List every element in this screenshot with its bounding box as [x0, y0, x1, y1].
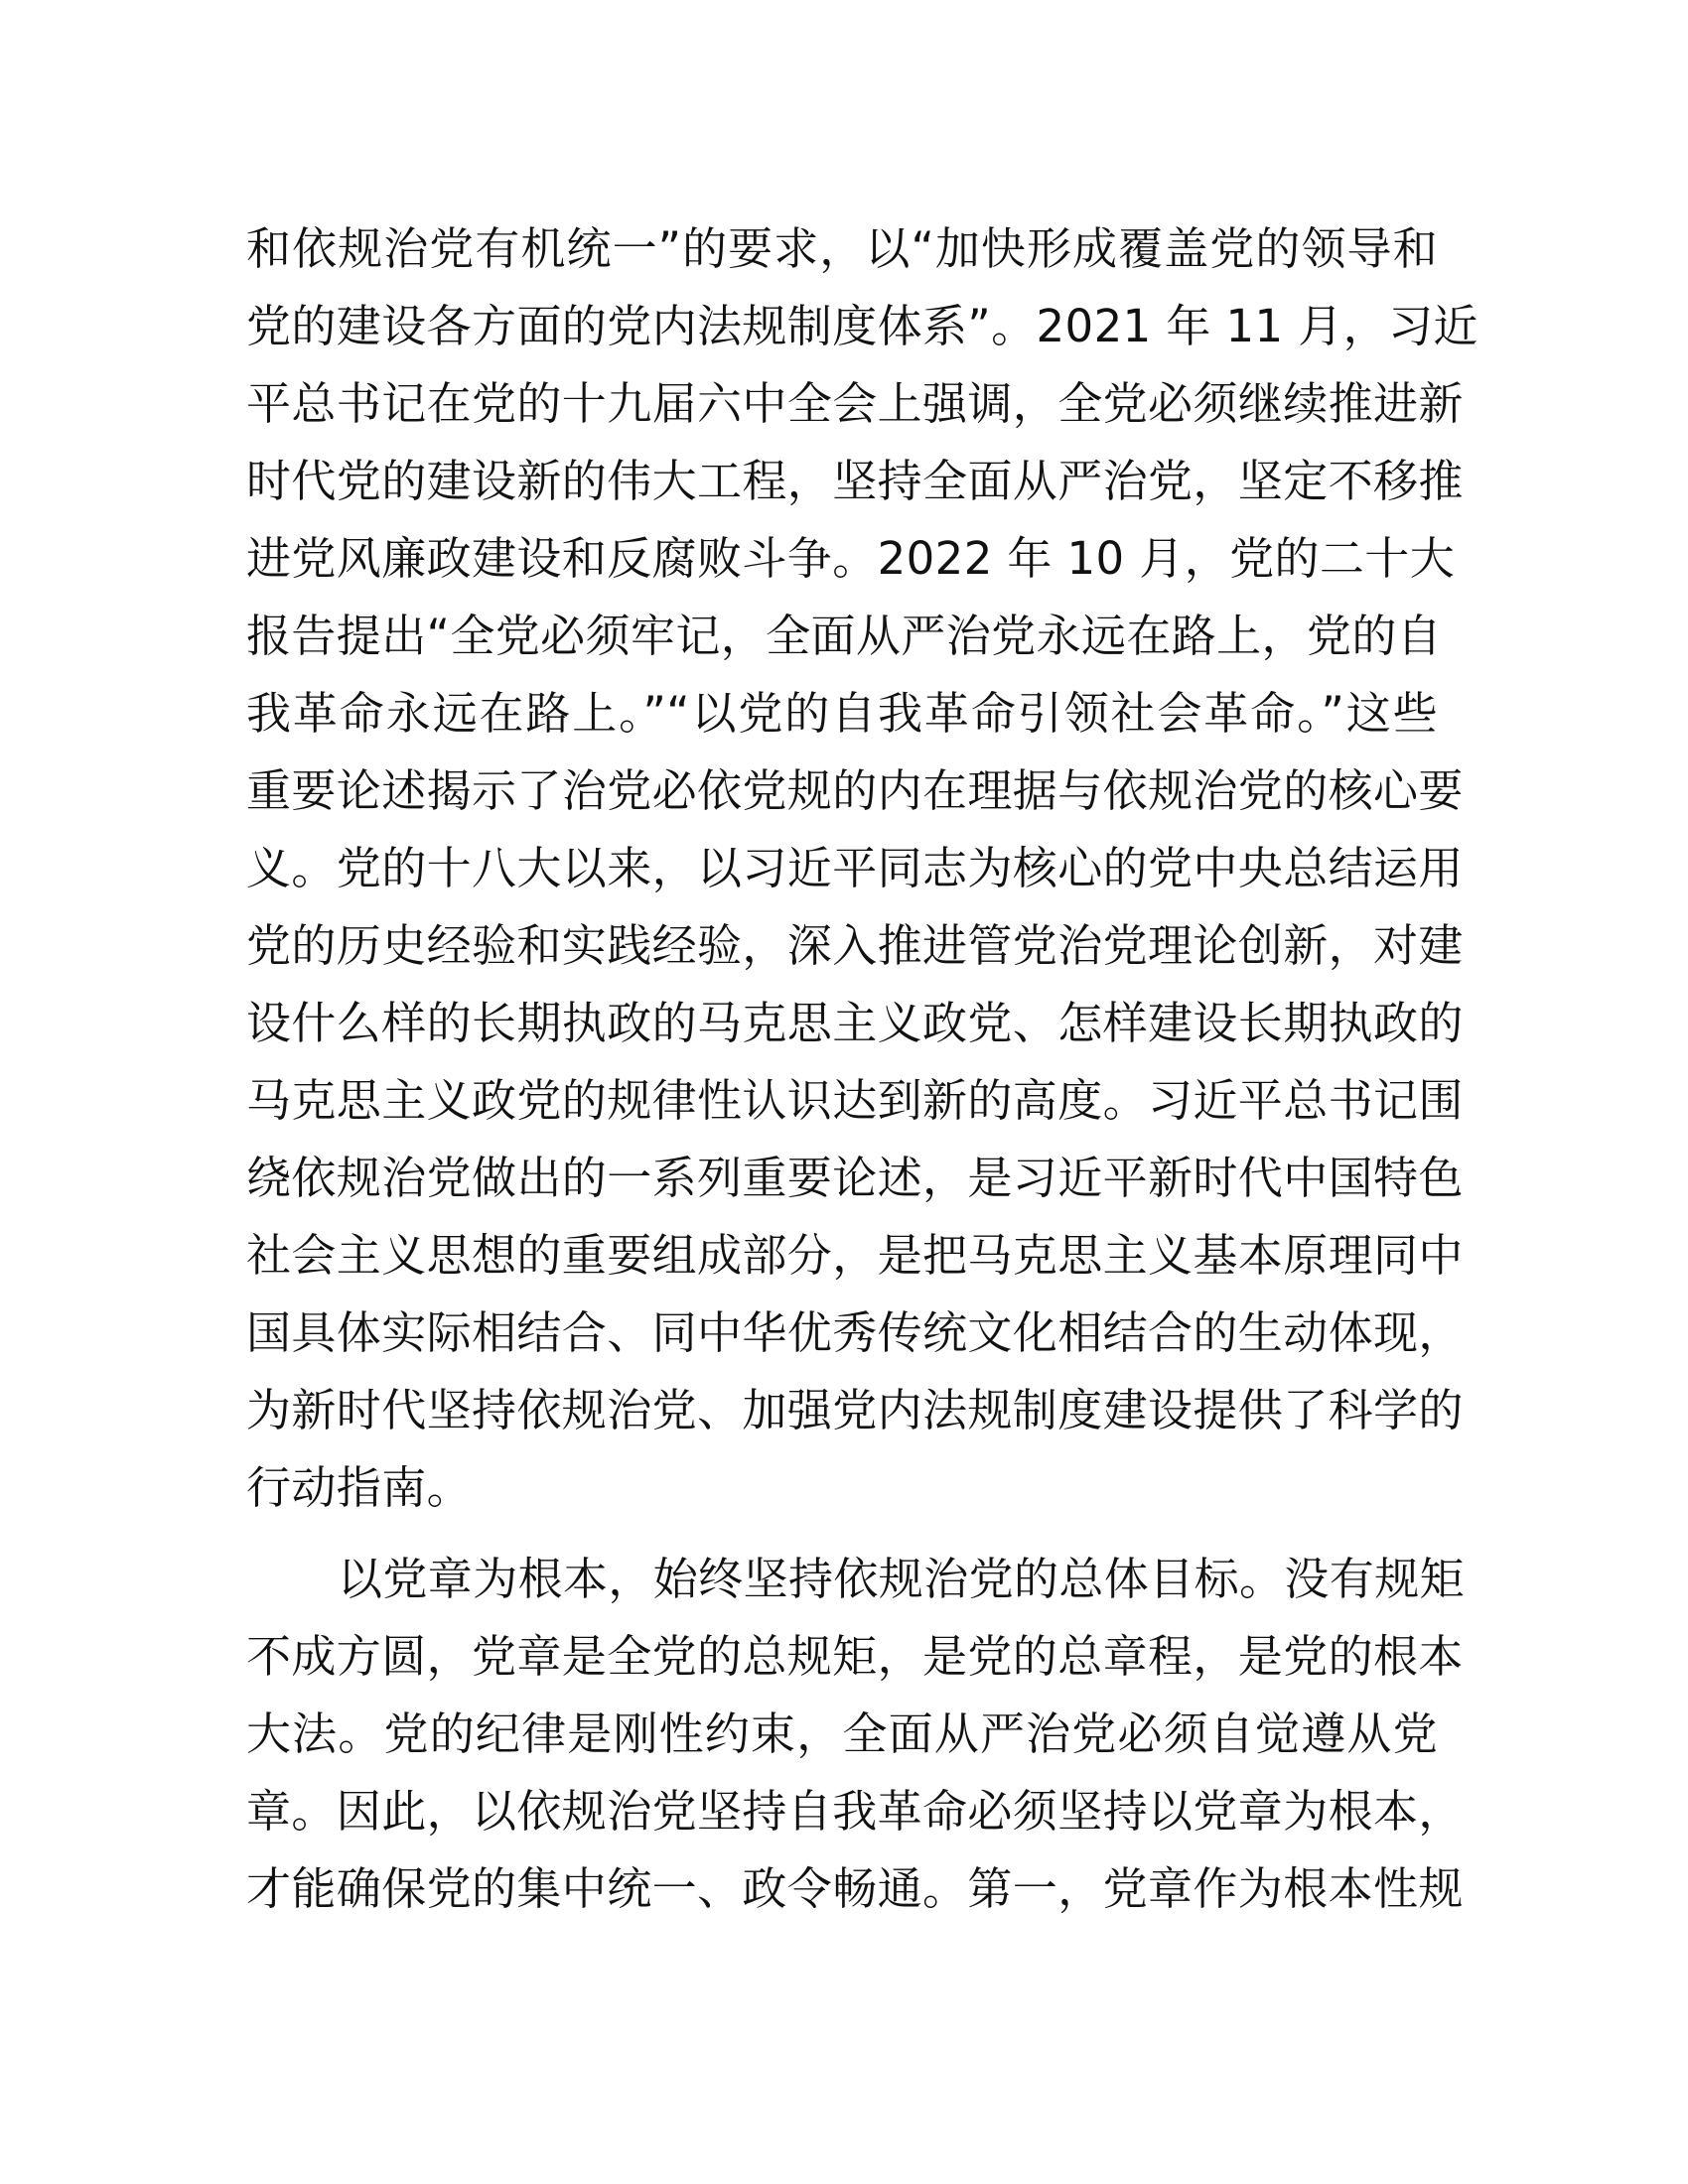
paragraph-1-line-1: 和依规治党有机统一”的要求，以“加快形成覆盖党的领导和	[246, 222, 1438, 275]
paragraph-1-line-7: 我革命永远在路上。”“以党的自我革命引领社会革命。”这些	[246, 687, 1438, 740]
paragraph-1-line-8: 重要论述揭示了治党必依党规的内在理据与依规治党的核心要	[246, 764, 1464, 817]
paragraph-1-line-2: 党的建设各方面的党内法规制度体系”。2021 年 11 月，习近	[246, 300, 1478, 352]
paragraph-2-line-3: 大法。党的纪律是刚性约束，全面从严治党必须自觉遵从党	[246, 1707, 1438, 1760]
paragraph-2-line-1: 以党章为根本，始终坚持依规治党的总体目标。没有规矩	[338, 1553, 1466, 1605]
paragraph-2-line-4: 章。因此，以依规治党坚持自我革命必须坚持以党章为根本，	[246, 1785, 1464, 1838]
paragraph-2-line-2: 不成方圆，党章是全党的总规矩，是党的总章程，是党的根本	[246, 1630, 1464, 1683]
paragraph-1-line-10: 党的历史经验和实践经验，深入推进管党治党理论创新，对建	[246, 919, 1464, 972]
paragraph-2	[246, 1541, 1466, 1928]
paragraph-1-line-12: 马克思主义政党的规律性认识达到新的高度。习近平总书记围	[246, 1074, 1464, 1127]
paragraph-1-line-9: 义。党的十八大以来，以习近平同志为核心的党中央总结运用	[246, 842, 1464, 894]
paragraph-1-line-11: 设什么样的长期执政的马克思主义政党、怎样建设长期执政的	[246, 997, 1464, 1049]
paragraph-1	[246, 210, 1478, 1527]
paragraph-1-line-13: 绕依规治党做出的一系列重要论述，是习近平新时代中国特色	[246, 1152, 1464, 1204]
paragraph-1-line-16: 为新时代坚持依规治党、加强党内法规制度建设提供了科学的	[246, 1384, 1464, 1436]
paragraph-2-line-5: 才能确保党的集中统一、政令畅通。第一，党章作为根本性规	[246, 1862, 1464, 1915]
paragraph-1-line-14: 社会主义思想的重要组成部分，是把马克思主义基本原理同中	[246, 1229, 1464, 1282]
paragraph-spacer	[246, 1527, 1438, 1541]
paragraph-1-line-6: 报告提出“全党必须牢记，全面从严治党永远在路上，党的自	[246, 610, 1443, 662]
document-body	[246, 210, 1478, 1928]
paragraph-1-line-5: 进党风廉政建设和反腐败斗争。2022 年 10 月，党的二十大	[246, 532, 1456, 585]
paragraph-1-line-15: 国具体实际相结合、同中华优秀传统文化相结合的生动体现，	[246, 1306, 1464, 1359]
paragraph-1-line-3: 平总书记在党的十九届六中全会上强调，全党必须继续推进新	[246, 377, 1464, 430]
paragraph-1-line-17: 行动指南。	[246, 1461, 473, 1514]
paragraph-1-line-4: 时代党的建设新的伟大工程，坚持全面从严治党，坚定不移推	[246, 455, 1464, 507]
